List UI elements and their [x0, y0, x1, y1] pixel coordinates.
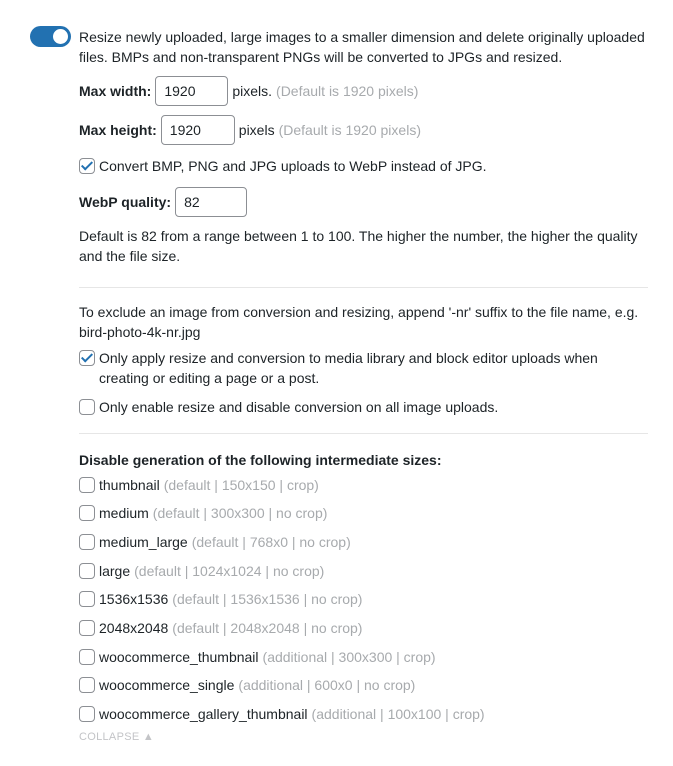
size-checkbox[interactable] — [79, 649, 95, 665]
sizes-title: Disable generation of the following intermediate sizes: — [79, 452, 442, 468]
size-name: woocommerce_single — [99, 677, 235, 693]
convert-webp-checkbox[interactable] — [79, 158, 95, 174]
max-height-label: Max height: — [79, 122, 157, 138]
size-item-2048 — [79, 618, 362, 638]
size-item-large — [79, 561, 324, 581]
max-height-row — [79, 115, 421, 145]
size-name: medium — [99, 505, 149, 521]
size-meta: (default | 768x0 | no crop) — [191, 534, 351, 550]
size-item-medium-large — [79, 532, 351, 552]
only-resize-label: Only enable resize and disable conversion on all image uploads. — [99, 399, 499, 415]
caret-up-icon: ▲ — [142, 731, 155, 743]
size-name: 2048x2048 — [99, 620, 169, 636]
max-height-unit: pixels — [238, 122, 275, 138]
intro-text: Resize newly uploaded, large images to a smaller dimension and delete originally uploaded files. BMPs and non-transparent PNGs will be converted to JPGs and resized. — [79, 29, 645, 65]
size-checkbox[interactable] — [79, 677, 95, 693]
only-media-checkbox[interactable] — [79, 350, 95, 366]
size-name: woocommerce_gallery_thumbnail — [99, 706, 308, 722]
toggle-knob — [53, 29, 68, 44]
max-height-input[interactable] — [161, 115, 235, 145]
size-meta: (additional | 600x0 | no crop) — [238, 677, 416, 693]
only-resize-checkbox[interactable] — [79, 399, 95, 415]
only-media-row — [79, 348, 649, 388]
size-item-woocommerce-gallery-thumbnail — [79, 704, 485, 724]
size-name: medium_large — [99, 534, 188, 550]
size-meta: (default | 1536x1536 | no crop) — [172, 591, 363, 607]
convert-webp-label: Convert BMP, PNG and JPG uploads to WebP instead of JPG. — [99, 158, 487, 174]
size-name: thumbnail — [99, 477, 160, 493]
max-height-hint: (Default is 1920 pixels) — [278, 122, 421, 138]
collapse-link[interactable] — [79, 731, 154, 743]
exclude-note: To exclude an image from conversion and resizing, append '-nr' suffix to the file name, e.g. bird-photo-4k-nr.jpg — [79, 304, 639, 340]
webp-quality-note: Default is 82 from a range between 1 to 100. The higher the number, the higher the quality and the file size. — [79, 228, 638, 264]
size-checkbox[interactable] — [79, 706, 95, 722]
size-name: 1536x1536 — [99, 591, 169, 607]
size-checkbox[interactable] — [79, 477, 95, 493]
only-resize-row — [79, 397, 498, 417]
size-name: large — [99, 563, 131, 579]
size-item-woocommerce-thumbnail — [79, 647, 436, 667]
size-item-medium — [79, 503, 327, 523]
size-meta: (additional | 300x300 | crop) — [262, 649, 436, 665]
resize-toggle[interactable] — [30, 26, 71, 47]
only-media-label: Only apply resize and conversion to media library and block editor uploads when creating or editing a page or a post. — [99, 350, 598, 386]
max-width-input[interactable] — [155, 76, 228, 106]
size-meta: (default | 2048x2048 | no crop) — [172, 620, 363, 636]
max-width-label: Max width: — [79, 83, 152, 99]
size-checkbox[interactable] — [79, 591, 95, 607]
size-checkbox[interactable] — [79, 534, 95, 550]
size-checkbox[interactable] — [79, 563, 95, 579]
convert-webp-row — [79, 156, 487, 176]
size-checkbox[interactable] — [79, 505, 95, 521]
collapse-label: COLLAPSE — [79, 731, 140, 743]
webp-quality-row — [79, 187, 247, 217]
webp-quality-input[interactable] — [175, 187, 247, 217]
size-meta: (additional | 100x100 | crop) — [311, 706, 485, 722]
size-meta: (default | 150x150 | crop) — [163, 477, 319, 493]
divider — [79, 287, 648, 288]
max-width-hint: (Default is 1920 pixels) — [276, 83, 419, 99]
webp-quality-label: WebP quality: — [79, 194, 172, 210]
size-name: woocommerce_thumbnail — [99, 649, 259, 665]
max-width-unit: pixels. — [232, 83, 273, 99]
size-meta: (default | 300x300 | no crop) — [152, 505, 328, 521]
size-item-woocommerce-single — [79, 675, 415, 695]
divider — [79, 433, 648, 434]
size-item-thumbnail — [79, 475, 319, 495]
max-width-row — [79, 76, 418, 106]
size-checkbox[interactable] — [79, 620, 95, 636]
size-meta: (default | 1024x1024 | no crop) — [134, 563, 325, 579]
size-item-1536 — [79, 589, 362, 609]
